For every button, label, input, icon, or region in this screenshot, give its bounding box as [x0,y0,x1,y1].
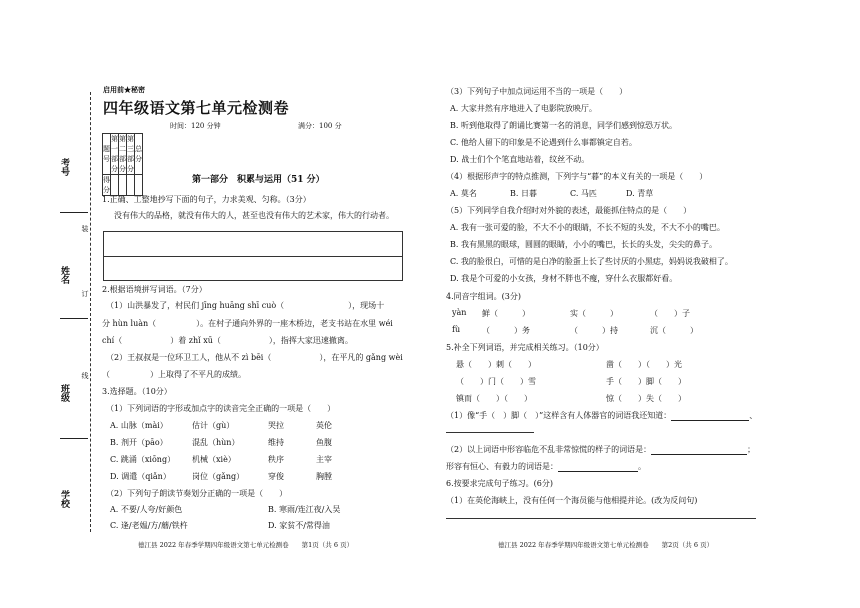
question-3-2: （2）下列句子朗读节奏划分正确的一项是（ ） [106,489,288,498]
binding-margin [52,0,92,608]
answer-line[interactable] [446,518,756,519]
section-1-heading: 第一部分 积累与运用（51 分） [192,175,325,185]
score-entry-cell[interactable] [119,175,127,196]
question-6-1: （1）在英伦海峡上，没有任何一个海员能与他相提并论。(改为反问句) [446,496,698,505]
fill-blank[interactable]: 镇而（ ）（ ） [456,394,532,403]
option-text: 主宰 [316,455,332,464]
option-text: A. 不要/人夸/好颜色 [110,505,183,514]
option-text: 估计（gù） [192,421,235,430]
fill-blank[interactable]: 凿（ ）（ ）光 [606,360,682,369]
question-3-1: （1）下列词语的字形或加点字的读音完全正确的一项是（ ） [106,404,336,413]
fill-blank[interactable]: （ ）门（ ）雪 [456,377,536,386]
question-6: 6.按要求完成句子练习。(6分) [446,479,553,488]
binding-marker-ding: 订 [81,290,89,297]
answer-line[interactable] [651,454,747,455]
option-text: 岗位（gǎng） [192,472,245,481]
exam-title: 四年级语文第七单元检测卷 [103,99,290,117]
fill-blank[interactable]: 实（ ） [570,309,618,318]
question-5-2b-sep: 。 [638,462,646,471]
question-3-4: （4）根据形声字的特点推测，下列字与“暮”的本义有关的一项是（ ） [446,172,708,181]
question-3: 3.选择题。（10分） [102,387,172,396]
question-4: 4.同音字组词。(3分) [446,292,521,301]
answer-line[interactable] [558,471,638,472]
score-table-cell: 第三部分 [127,135,134,173]
fill-blank[interactable]: 沉（ ） [650,326,698,335]
option-text: D. 战士们个个笔直地站着，纹丝不动。 [450,155,590,164]
option-text: 混乱（hùn） [192,438,240,447]
class-label: 班级 [59,384,69,402]
fill-blank[interactable]: 手（ ）脚（ ） [606,377,686,386]
question-5-2b [446,461,646,472]
exam-full-score: 满分：100 分 [298,122,342,130]
score-table [102,133,143,196]
option-text: B. 听到他取得了朗诵比赛第一名的消息，同学们感到惊恐万状。 [450,121,677,130]
question-5: 5.补全下列词语，并完成相关练习。（10分） [446,343,604,352]
score-table-score-row [103,175,143,196]
option-text: 哭拉 [268,421,284,430]
question-2: 2.根据语境拼写词语。（7分） [102,285,207,294]
option-text: C. 跳涌（xiōng） [110,455,176,464]
question-3-5: （5）下列同学自我介绍时对外貌的表述，最能抓住特点的是（ ） [446,206,692,215]
score-entry-cell[interactable] [127,175,135,196]
score-entry-cell[interactable] [135,175,143,196]
question-2-1-line-b: 分 hùn luàn（ ）。在村子通向外界的一座木桥边，老支书站在水里 wéi [102,319,393,328]
option-text: A. 莫名 [450,189,477,198]
exam-number-line [60,212,88,213]
score-table-cell: 第一部分 [111,135,118,173]
exam-number-label: 考号 [59,158,69,176]
question-5-2 [446,444,755,455]
question-5-1-text: （1）像“手（ ）脚（ ）”这样含有人体器官的词语我还知道： [446,411,672,420]
question-2-1-line-a: （1）山洪暴发了，村民们 jīng huāng shī cuò（ ），现场十 [106,301,385,310]
question-3-3: （3）下列句子中加点词运用不当的一项是（ ） [446,87,628,96]
option-text: D. 家贫不/常得油 [268,521,330,530]
binding-dashed-line [90,92,91,532]
option-text: 胸膛 [316,472,332,481]
question-1: 1.正确、工整地抄写下面的句子，力求美观、匀称。（3分） [102,195,311,204]
score-table-cell: 题 号 [103,134,111,175]
option-text: A. 大家井然有序地进入了电影院放映厅。 [450,104,597,113]
option-text: D. 青草 [626,189,654,198]
fill-blank[interactable]: （ ）子 [650,309,690,318]
exam-time: 时间：120 分钟 [170,122,221,130]
question-2-2-line-a: （2）王叔叔是一位环卫工人，他从不 zì bēi（ ），在平凡的 gǎng wèi [106,353,403,362]
fill-blank[interactable]: 惊（ ）失（ ） [606,394,686,403]
option-text: 鱼腹 [316,438,332,447]
score-table-header-row [103,134,143,175]
score-table-cell: 得 分 [103,176,110,194]
page-2-footer: 德江县 2022 年春季学期四年级语文第七单元检测卷 第2页（共 6 页） [498,541,714,549]
binding-marker-zhuang: 装 [81,225,89,232]
option-text: C. 逢/老媪/方/蘑/铁杵 [110,521,188,530]
handwriting-box[interactable] [103,231,403,281]
option-text: A. 山脉（mài） [110,421,168,430]
confidential-label: 启用前★秘密 [103,85,145,94]
question-5-2-text: （2）以上词语中形容临危不乱非常惊慌的样子的词语是： [446,445,652,454]
score-entry-cell[interactable] [111,175,119,196]
option-text: C. 我的脸很白，可惜的是白净的脸蛋上长了些讨厌的小黑痣，妈妈说我破相了。 [450,257,733,266]
option-text: B. 寒雨/连江夜/入吴 [268,505,341,514]
option-text: 秩序 [268,455,284,464]
question-2-2-line-b: （ ）上取得了不平凡的成绩。 [102,370,246,379]
option-text: C. 他给人留下的印象是不论遇到什么事都镇定自若。 [450,138,637,147]
question-5-2-sep: ； [747,445,756,454]
answer-line[interactable] [671,420,749,421]
option-text: 英伦 [316,421,332,430]
fill-blank[interactable]: （ ）务 [482,326,530,335]
fill-blank[interactable]: 鲜（ ） [482,309,530,318]
option-text: D. 调遣（qiǎn） [110,472,171,481]
option-text: 维持 [268,438,284,447]
question-5-1-sep: 、 [749,411,758,420]
option-text: B. 日暮 [510,189,537,198]
name-label: 姓名 [59,266,69,284]
pinyin-label: yàn [452,308,467,317]
binding-marker-xian: 线 [81,372,89,379]
option-text: C. 马匹 [570,189,597,198]
fill-blank[interactable]: 悬（ ）刺（ ） [456,360,536,369]
name-line [60,318,88,319]
page-1-footer: 德江县 2022 年春季学期四年级语文第七单元检测卷 第1页（共 6 页） [138,541,354,549]
pinyin-label: fù [452,325,461,334]
class-line [60,438,88,439]
school-label: 学校 [59,490,69,508]
option-text: B. 剂开（pāo） [110,438,168,447]
answer-line[interactable] [446,432,534,433]
option-text: D. 我是个可爱的小女孩，身材不胖也不瘦，穿什么衣服都好看。 [450,274,678,283]
question-5-2b-text: 形容有恒心、有毅力的词语是： [446,462,558,471]
fill-blank[interactable]: （ ）持 [570,326,618,335]
score-table-cell: 总 分 [135,134,143,175]
option-text: 穿俊 [268,472,284,481]
option-text: B. 我有黑黑的眼球，圆圆的眼睛，小小的嘴巴，长长的头发，尖尖的鼻子。 [450,240,717,249]
question-1-sentence: 没有伟大的品格，就没有伟大的人，甚至也没有伟大的艺术家，伟大的行动者。 [114,211,394,220]
question-5-1 [446,410,757,421]
question-2-1-line-c: chí（ ）着 zhǐ xū（ ），指挥大家迅速撤离。 [102,336,353,345]
score-table-cell: 第二部分 [119,135,126,173]
option-text: A. 我有一张可爱的脸，不大不小的眼睛，不长不短的头发，不大不小的嘴巴。 [450,223,725,232]
option-text: 机械（xiè） [192,455,236,464]
